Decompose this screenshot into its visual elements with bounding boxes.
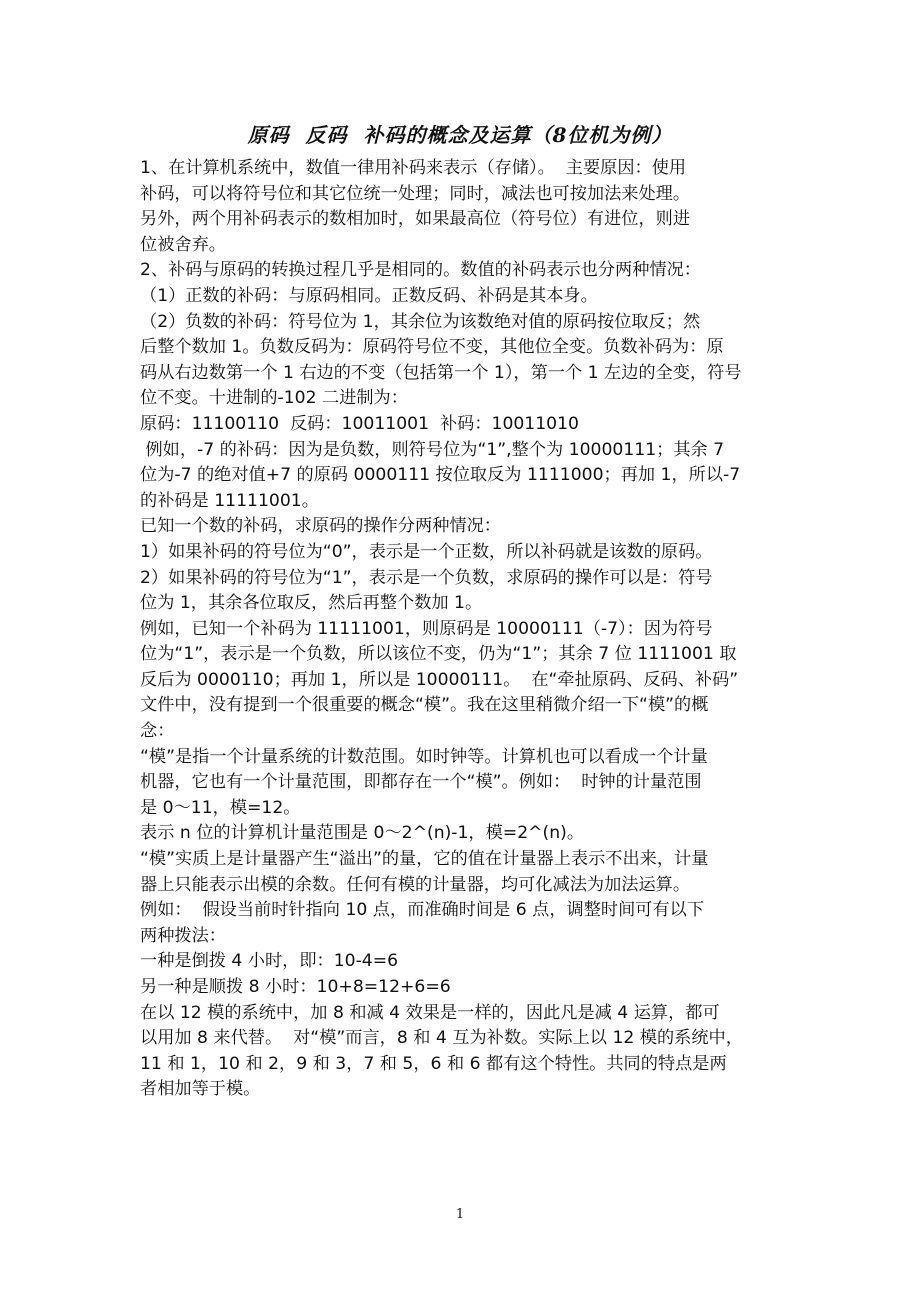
body-line: 位为 1，其余各位取反，然后再整个数加 1。 <box>140 593 483 614</box>
body-line: 例如，-7 的补码：因为是负数，则符号位为“1”,整个为 10000111；其余 7 <box>140 439 725 460</box>
body-line: 机器，它也有一个计量范围，即都存在一个“模”。例如： 时钟的计量范围 <box>140 772 702 793</box>
body-line: （1）正数的补码：与原码相同。正数反码、补码是其本身。 <box>140 285 598 306</box>
body-line: 2、补码与原码的转换过程几乎是相同的。数值的补码表示也分两种情况： <box>140 260 701 281</box>
body-line: 者相加等于模。 <box>140 1079 261 1100</box>
body-line: 例如，已知一个补码为 11111001，则原码是 10000111（-7）：因为符号 <box>140 618 713 639</box>
body-line: 是 0～11，模=12。 <box>140 797 301 818</box>
body-line: “模”实质上是计量器产生“溢出”的量，它的值在计量器上表示不出来，计量 <box>140 849 709 870</box>
body-line: 码从右边数第一个 1 右边的不变（包括第一个 1），第一个 1 左边的全变，符号 <box>140 362 742 383</box>
body-line: 在以 12 模的系统中，加 8 和减 4 效果是一样的，因此凡是减 4 运算，都可 <box>140 1002 720 1023</box>
body-line: 位被舍弃。 <box>140 234 226 255</box>
body-line: 器上只能表示出模的余数。任何有模的计量器，均可化减法为加法运算。 <box>140 874 691 895</box>
body-line: 以用加 8 来代替。 对“模”而言，8 和 4 互为补数。实际上以 12 模的系统中， <box>140 1028 743 1049</box>
body-line: 1、在计算机系统中，数值一律用补码来表示（存储）。 主要原因：使用 <box>140 158 687 178</box>
body-line: 另外，两个用补码表示的数相加时，如果最高位（符号位）有进位，则进 <box>140 209 691 230</box>
body-line: 一种是倒拨 4 小时，即：10-4=6 <box>140 951 399 972</box>
body-line: 的补码是 11111001。 <box>140 490 319 511</box>
body-line: 补码，可以将符号位和其它位统一处理；同时，减法也可按加法来处理。 <box>140 183 691 204</box>
body-line: （2）负数的补码：符号位为 1，其余位为该数绝对值的原码按位取反；然 <box>140 311 701 332</box>
body-line: 1）如果补码的符号位为“0”，表示是一个正数，所以补码就是该数的原码。 <box>140 541 713 562</box>
body-line: 念： <box>140 721 175 742</box>
body-line: 已知一个数的补码，求原码的操作分两种情况： <box>140 516 501 537</box>
body-line: 另一种是顺拨 8 小时：10+8=12+6=6 <box>140 977 451 997</box>
document-body <box>140 156 790 1103</box>
body-line: 两种拨法： <box>140 925 226 946</box>
page-number: 1 <box>455 1207 465 1222</box>
body-line: 文件中，没有提到一个很重要的概念“模”。我在这里稍微介绍一下“模”的概 <box>140 695 709 716</box>
body-line: 例如： 假设当前时针指向 10 点，而准确时间是 6 点，调整时间可有以下 <box>140 900 705 921</box>
body-line: 位为“1”，表示是一个负数，所以该位不变，仍为“1”；其余 7 位 1111001 取 <box>140 644 737 665</box>
body-line: 后整个数加 1。负数反码为：原码符号位不变，其他位全变。负数补码为：原 <box>140 337 724 358</box>
document-title: 原码 反码 补码的概念及运算（8位机为例） <box>247 123 673 147</box>
body-line: 2）如果补码的符号位为“1”，表示是一个负数，求原码的操作可以是：符号 <box>140 567 713 588</box>
body-line: 位不变。十进制的-102 二进制为： <box>140 388 408 409</box>
body-line: 11 和 1，10 和 2，9 和 3，7 和 5，6 和 6 都有这个特性。共同的特点是两 <box>140 1053 727 1074</box>
body-line: 反后为 0000110；再加 1，所以是 10000111。 在“牵扯原码、反码、补码” <box>140 669 739 690</box>
body-line: 表示 n 位的计算机计量范围是 0～2^(n)-1，模=2^(n)。 <box>140 823 585 844</box>
body-line: 位为-7 的绝对值+7 的原码 0000111 按位取反为 1111000；再加 1，所以-7 <box>140 465 741 486</box>
body-line: “模”是指一个计量系统的计数范围。如时钟等。计算机也可以看成一个计量 <box>140 746 708 767</box>
body-line: 原码：11100110 反码：10011001 补码：10011010 <box>140 413 579 434</box>
